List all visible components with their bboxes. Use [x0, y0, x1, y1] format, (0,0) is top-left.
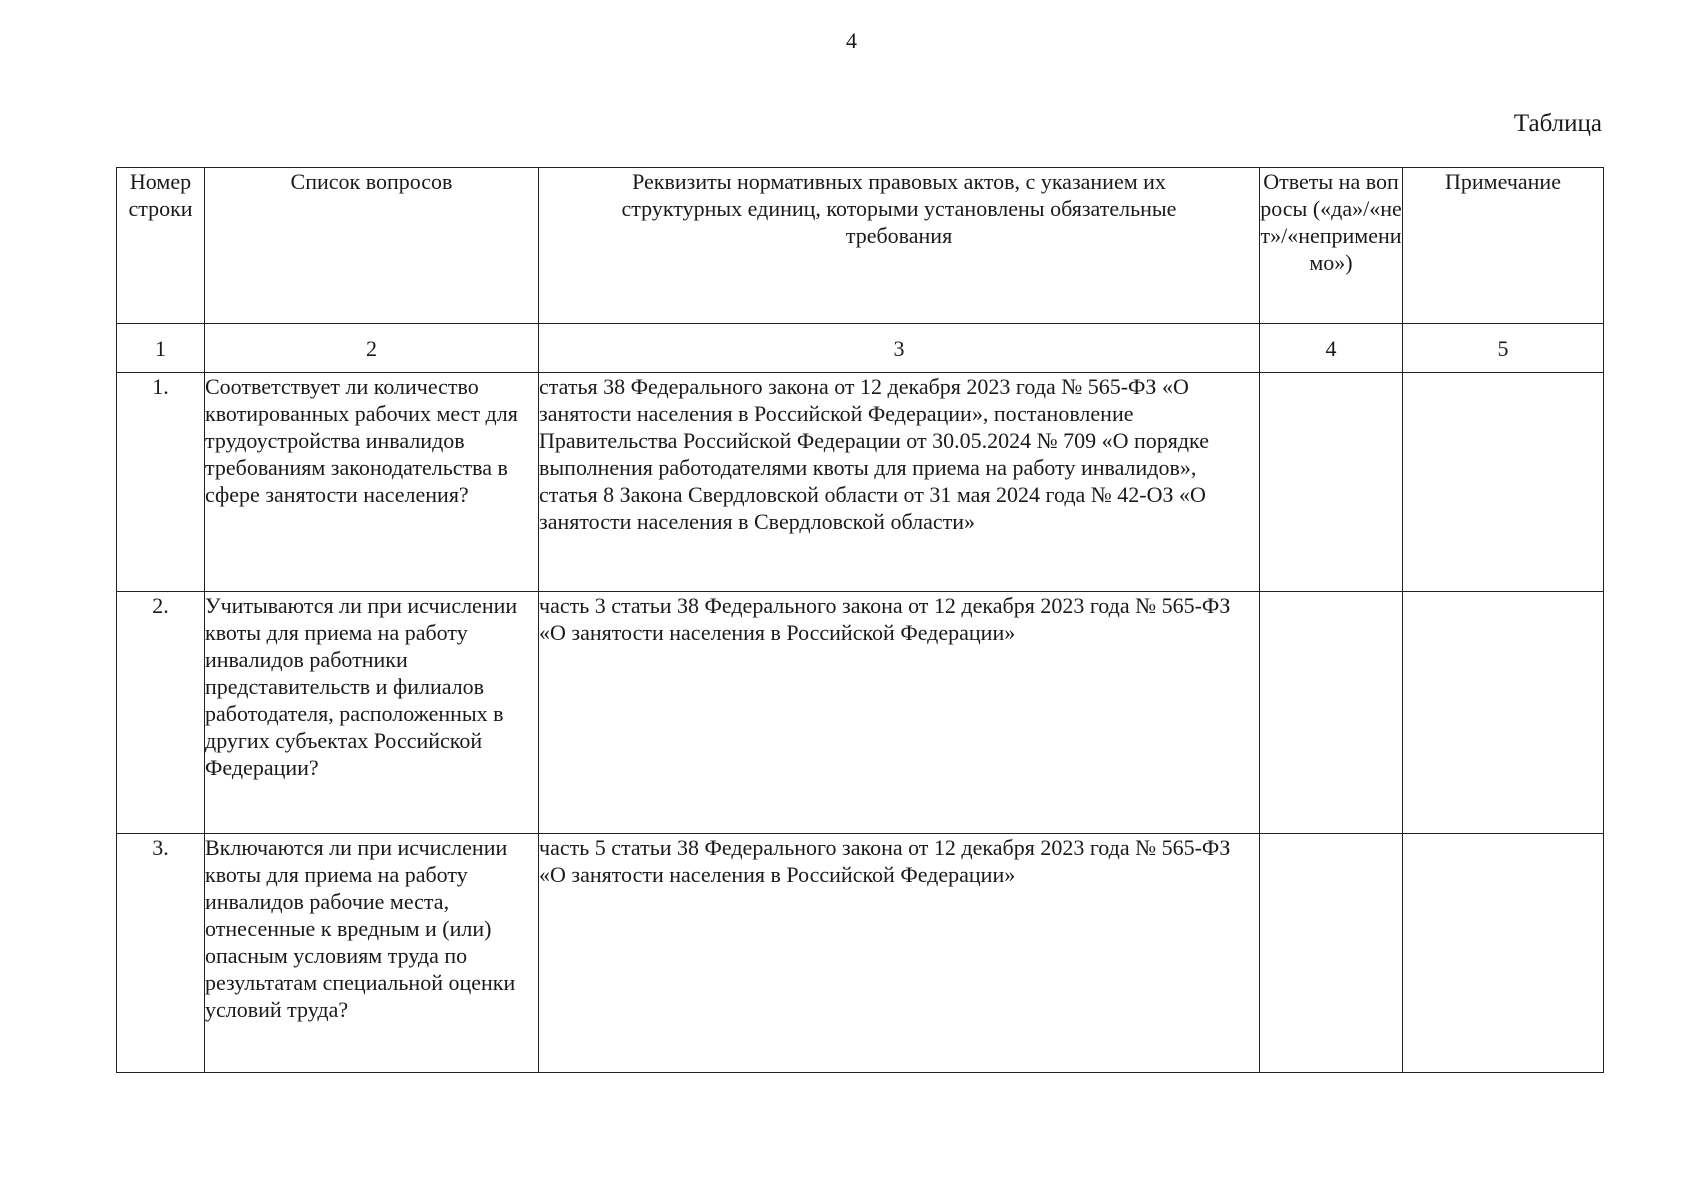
answer-cell[interactable] — [1260, 592, 1403, 834]
note-cell[interactable] — [1403, 592, 1604, 834]
legal-acts-cell: статья 38 Федерального закона от 12 декабря 2023 года № 565-ФЗ «О занятости населения в Российской Федерации», постановление Правительства Российской Федерации от 30.05.2024 № 709 «О порядке выполнения работодателями квоты для приема на работу инвалидов», статья 8 Закона Свердловской области от 31 мая 2024 года № 42-ОЗ «О занятости населения в Свердловской области» — [539, 373, 1260, 592]
table-row — [117, 373, 1604, 592]
note-cell[interactable] — [1403, 373, 1604, 592]
answer-cell[interactable] — [1260, 834, 1403, 1073]
header-legal-acts: Реквизиты нормативных правовых актов, с указанием их структурных единиц, которыми установлены обязательные требования — [539, 168, 1260, 324]
question-cell: Соответствует ли количество квотированных рабочих мест для трудоустройства инвалидов требованиям законодательства в сфере занятости населения? — [205, 373, 539, 592]
row-number: 1. — [117, 373, 205, 592]
column-index: 5 — [1403, 324, 1604, 373]
table-caption: Таблица — [1513, 110, 1602, 137]
column-index-row — [117, 324, 1604, 373]
legal-acts-cell: часть 5 статьи 38 Федерального закона от 12 декабря 2023 года № 565-ФЗ «О занятости населения в Российской Федерации» — [539, 834, 1260, 1073]
column-index: 1 — [117, 324, 205, 373]
column-index: 2 — [205, 324, 539, 373]
column-index: 4 — [1260, 324, 1403, 373]
header-row-number: Номер строки — [117, 168, 205, 324]
header-answers: Ответы на вопросы («да»/«нет»/«неприменимо») — [1260, 168, 1403, 324]
checklist-table — [116, 167, 1604, 1073]
question-cell: Включаются ли при исчислении квоты для приема на работу инвалидов рабочие места, отнесенные к вредным и (или) опасным условиям труда по результатам специальной оценки условий труда? — [205, 834, 539, 1073]
note-cell[interactable] — [1403, 834, 1604, 1073]
answer-cell[interactable] — [1260, 373, 1403, 592]
question-cell: Учитываются ли при исчислении квоты для приема на работу инвалидов работники представительств и филиалов работодателя, расположенных в других субъектах Российской Федерации? — [205, 592, 539, 834]
legal-acts-cell: часть 3 статьи 38 Федерального закона от 12 декабря 2023 года № 565-ФЗ «О занятости населения в Российской Федерации» — [539, 592, 1260, 834]
table-row — [117, 834, 1604, 1073]
header-note: Примечание — [1403, 168, 1604, 324]
page-number: 4 — [846, 28, 857, 53]
table-row — [117, 592, 1604, 834]
table-header-row — [117, 168, 1604, 324]
header-questions: Список вопросов — [205, 168, 539, 324]
row-number: 2. — [117, 592, 205, 834]
column-index: 3 — [539, 324, 1260, 373]
row-number: 3. — [117, 834, 205, 1073]
